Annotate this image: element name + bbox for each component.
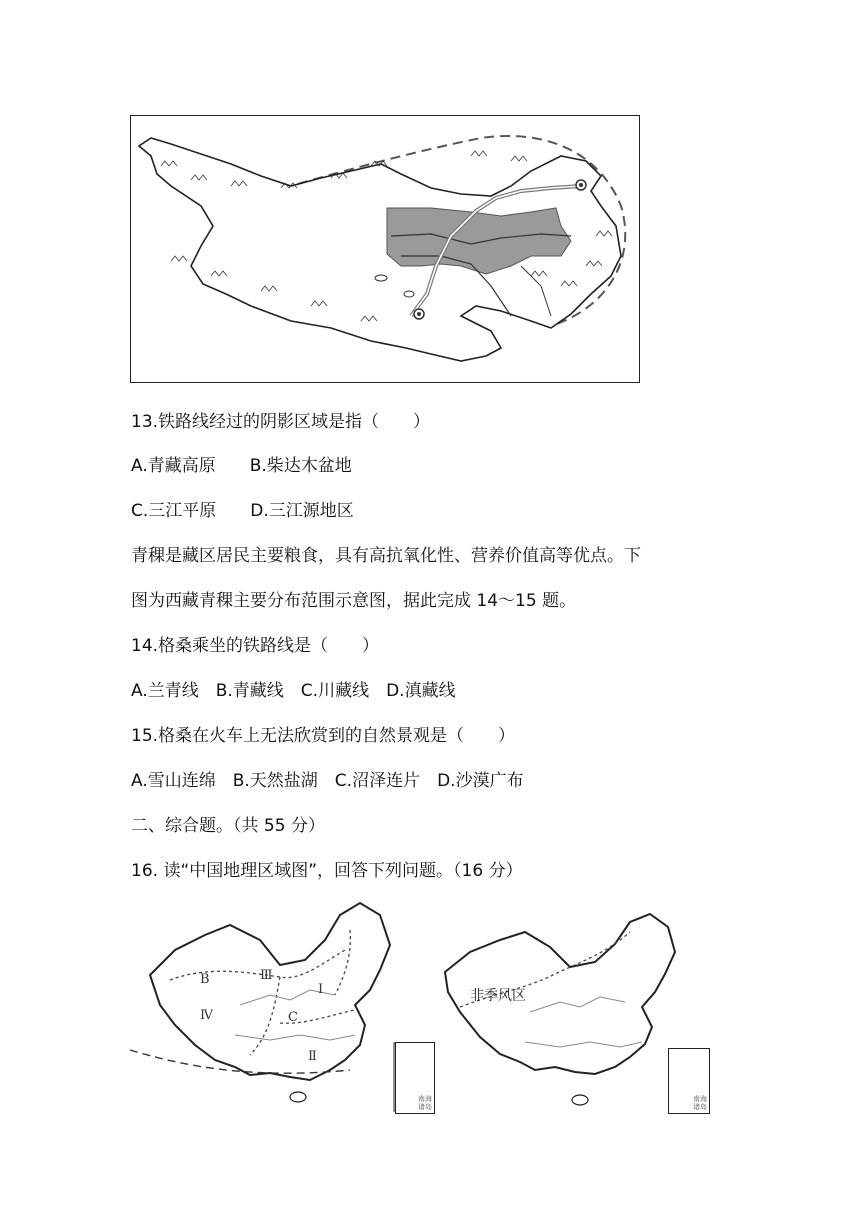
- label-region-1: Ⅰ: [318, 982, 324, 997]
- q16-stem: 16. 读“中国地理区域图”，回答下列问题。（16 分）: [131, 861, 523, 881]
- label-region-2: Ⅱ: [308, 1049, 317, 1064]
- label-region-4: Ⅳ: [200, 1008, 213, 1023]
- china-regions-map: [130, 895, 400, 1117]
- intro-line1: 青稞是藏区居民主要粮食，具有高抗氧化性、营养价值高等优点。下: [131, 546, 641, 566]
- q13-stem: 13.铁路线经过的阴影区域是指（ ）: [131, 412, 431, 432]
- section2-title: 二、综合题。（共 55 分）: [131, 816, 325, 836]
- label-region-3: Ⅲ: [260, 968, 273, 983]
- q15-stem: 15.格桑在火车上无法欣赏到的自然景观是（ ）: [131, 726, 516, 746]
- intro-line2: 图为西藏青稞主要分布范围示意图，据此完成 14～15 题。: [131, 591, 577, 611]
- south-china-sea-inset-right: [668, 1048, 710, 1114]
- label-non-monsoon: 非季风区: [470, 988, 526, 1004]
- q14-stem: 14.格桑乘坐的铁路线是（ ）: [131, 636, 380, 656]
- q15-options: A.雪山连绵 B.天然盐湖 C.沼泽连片 D.沙漠广布: [131, 771, 524, 791]
- qinghai-tibet-railway-map: [130, 115, 640, 383]
- label-c: C: [288, 1010, 298, 1025]
- q13-options-row2: C.三江平原 D.三江源地区: [131, 501, 354, 521]
- south-china-sea-inset-left: [395, 1042, 435, 1114]
- q13-options-row1: A.青藏高原 B.柴达木盆地: [131, 456, 352, 476]
- inset-label-left: 南海诸岛: [418, 1095, 432, 1111]
- inset-label-right: 南海诸岛: [693, 1095, 707, 1111]
- q14-options: A.兰青线 B.青藏线 C.川藏线 D.滇藏线: [131, 681, 456, 701]
- label-b: B: [200, 972, 210, 987]
